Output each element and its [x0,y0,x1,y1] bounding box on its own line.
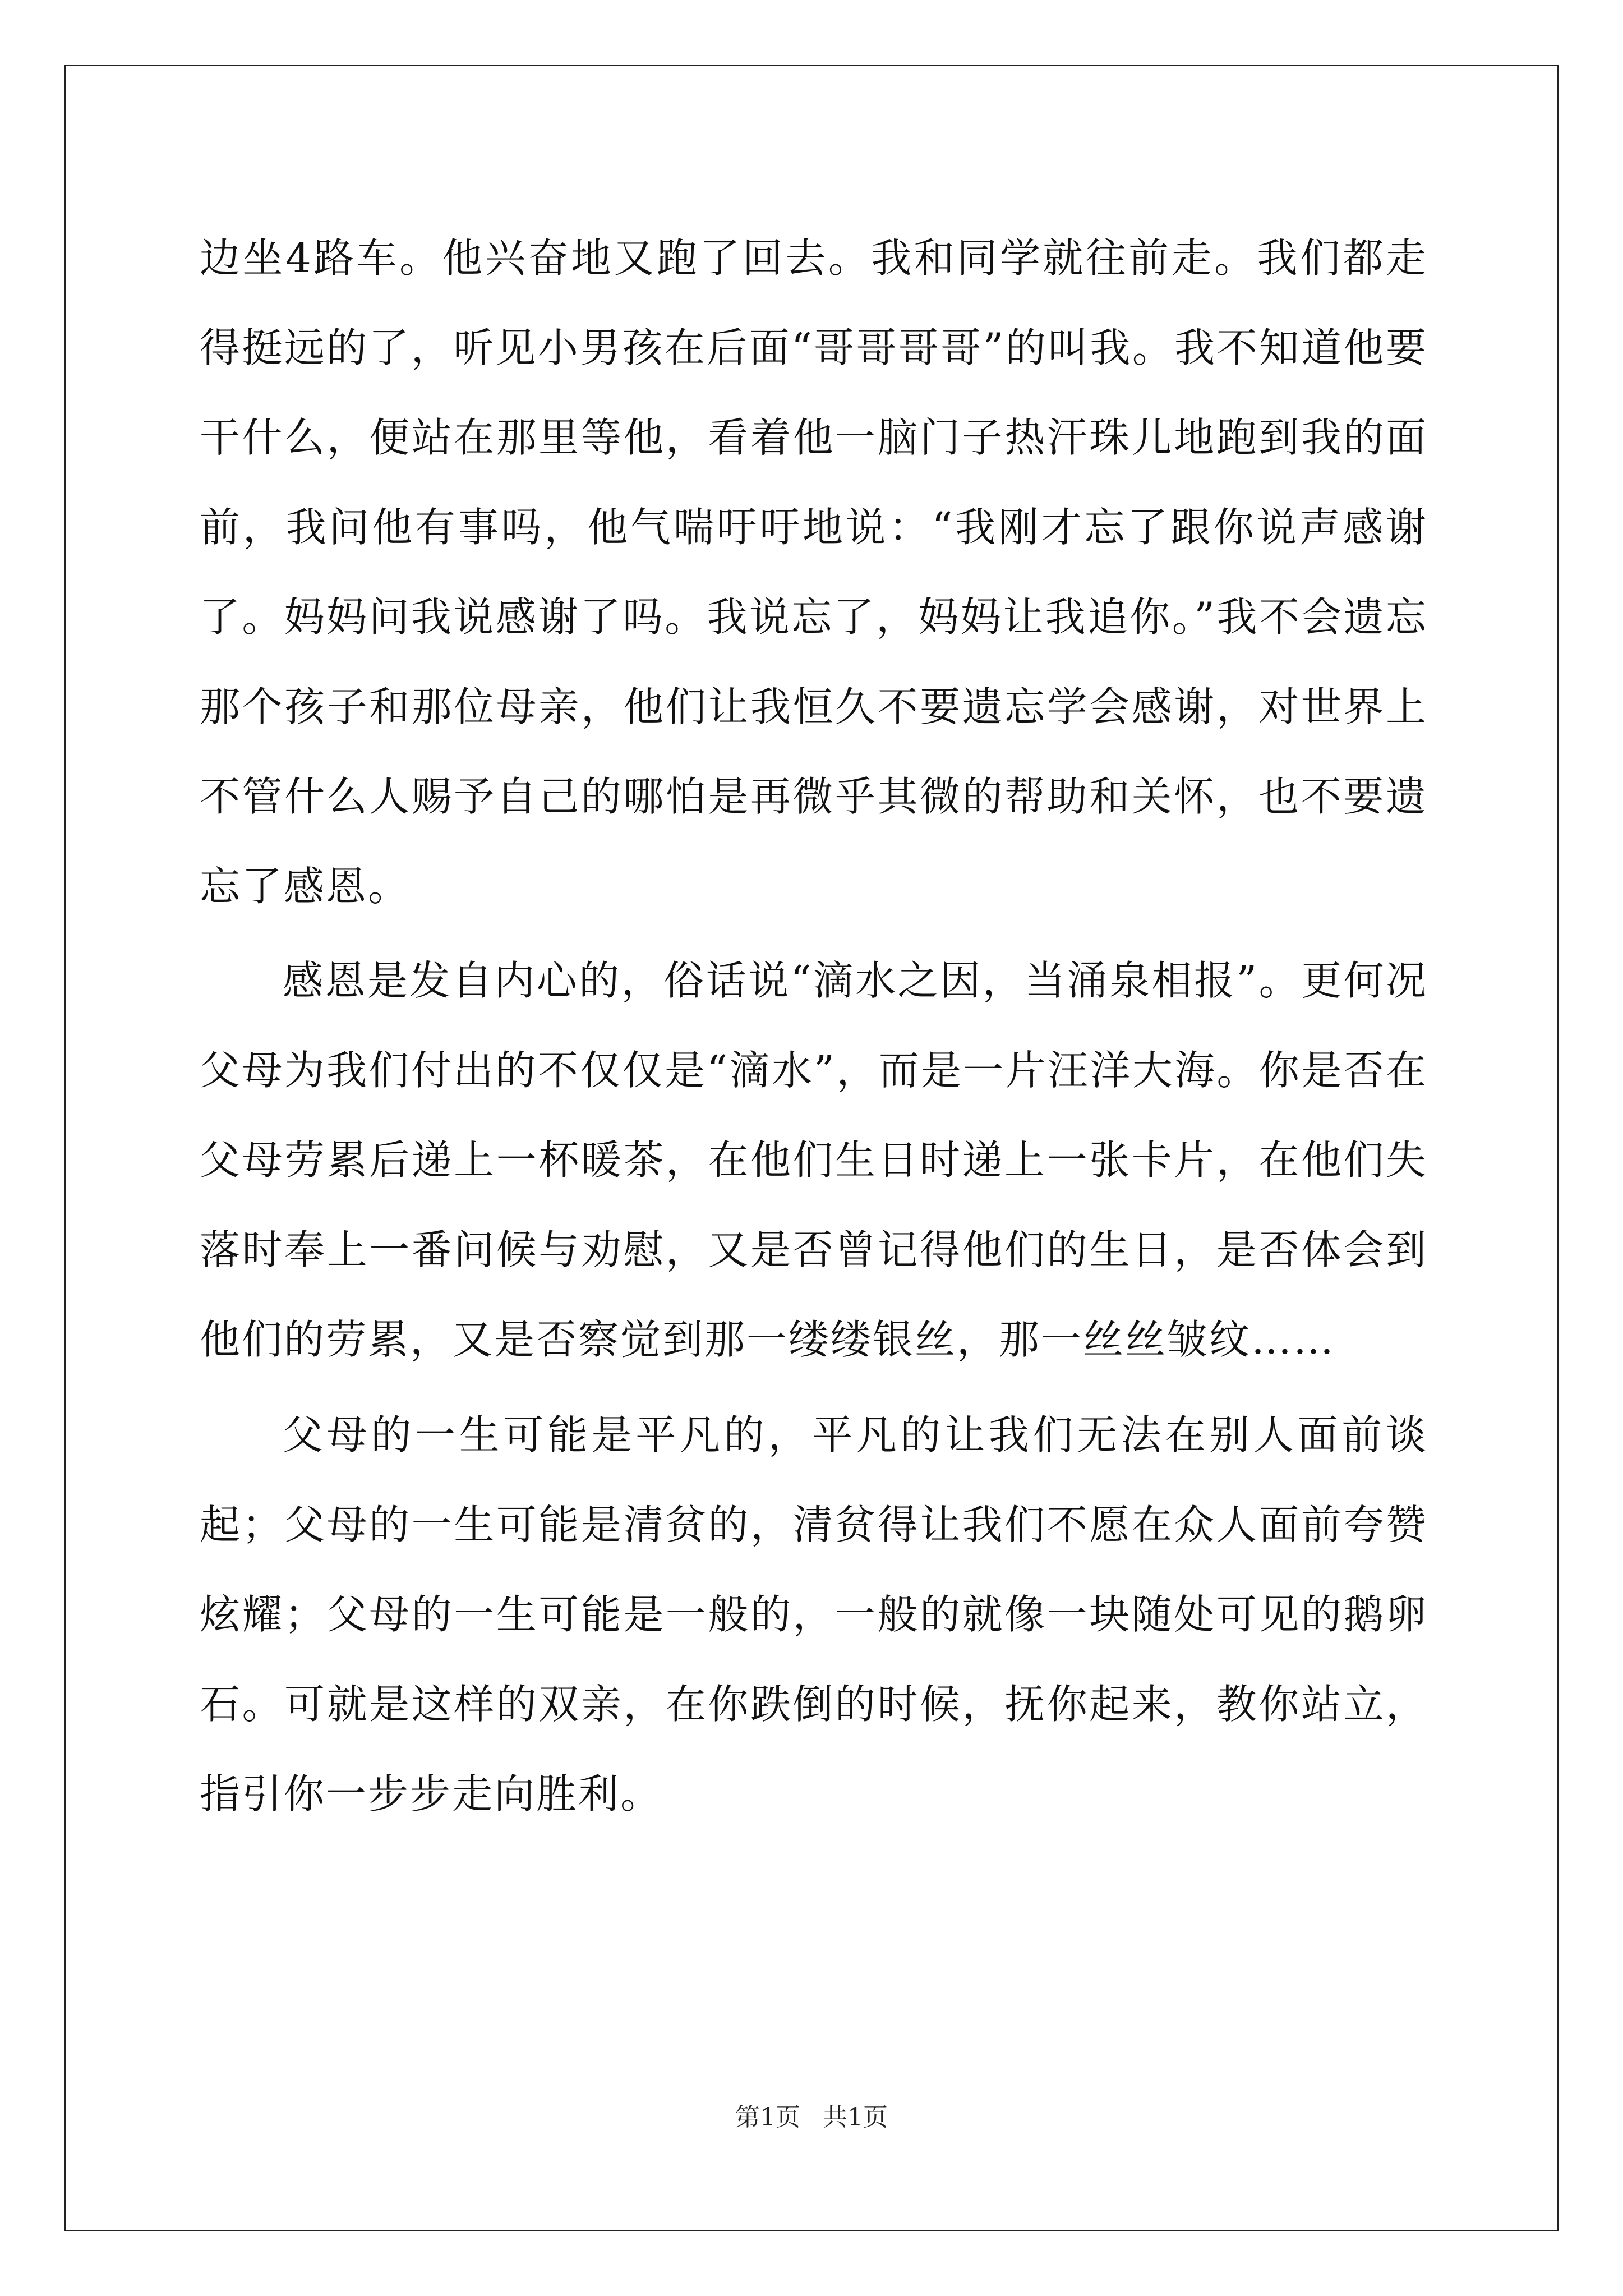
paragraph-3: 父母的一生可能是平凡的，平凡的让我们无法在别人面前谈起；父母的一生可能是清贫的，清贫得让我们不愿在众人面前夸赞炫耀；父母的一生可能是一般的，一般的就像一块随处可见的鹅卵石。可就是这样的双亲，在你跌倒的时候，抚你起来，教你站立，指引你一步步走向胜利。 [200,1411,1428,1818]
page-footer [0,2101,1623,2134]
paragraph-2: 感恩是发自内心的，俗话说“滴水之因，当涌泉相报”。更何况父母为我们付出的不仅仅是“滴水”，而是一片汪洋大海。你是否在父母劳累后递上一杯暖茶，在他们生日时递上一张卡片，在他们失落时奉上一番问候与劝慰，又是否曾记得他们的生日，是否体会到他们的劳累，又是否察觉到那一缕缕银丝，那一丝丝皱纹…… [200,957,1428,1363]
page-total: 共1页 [823,2103,888,2132]
paragraph-1: 边坐4路车。他兴奋地又跑了回去。我和同学就往前走。我们都走得挺远的了，听见小男孩在后面“哥哥哥哥”的叫我。我不知道他要干什么，便站在那里等他，看着他一脑门子热汗珠儿地跑到我的面前，我问他有事吗，他气喘吁吁地说：“我刚才忘了跟你说声感谢了。妈妈问我说感谢了吗。我说忘了，妈妈让我追你。”我不会遗忘那个孩子和那位母亲，他们让我恒久不要遗忘学会感谢，对世界上不管什么人赐予自己的哪怕是再微乎其微的帮助和关怀，也不要遗忘了感恩。 [200,234,1428,910]
page-number: 第1页 [735,2103,800,2132]
document-body [200,213,1428,1839]
